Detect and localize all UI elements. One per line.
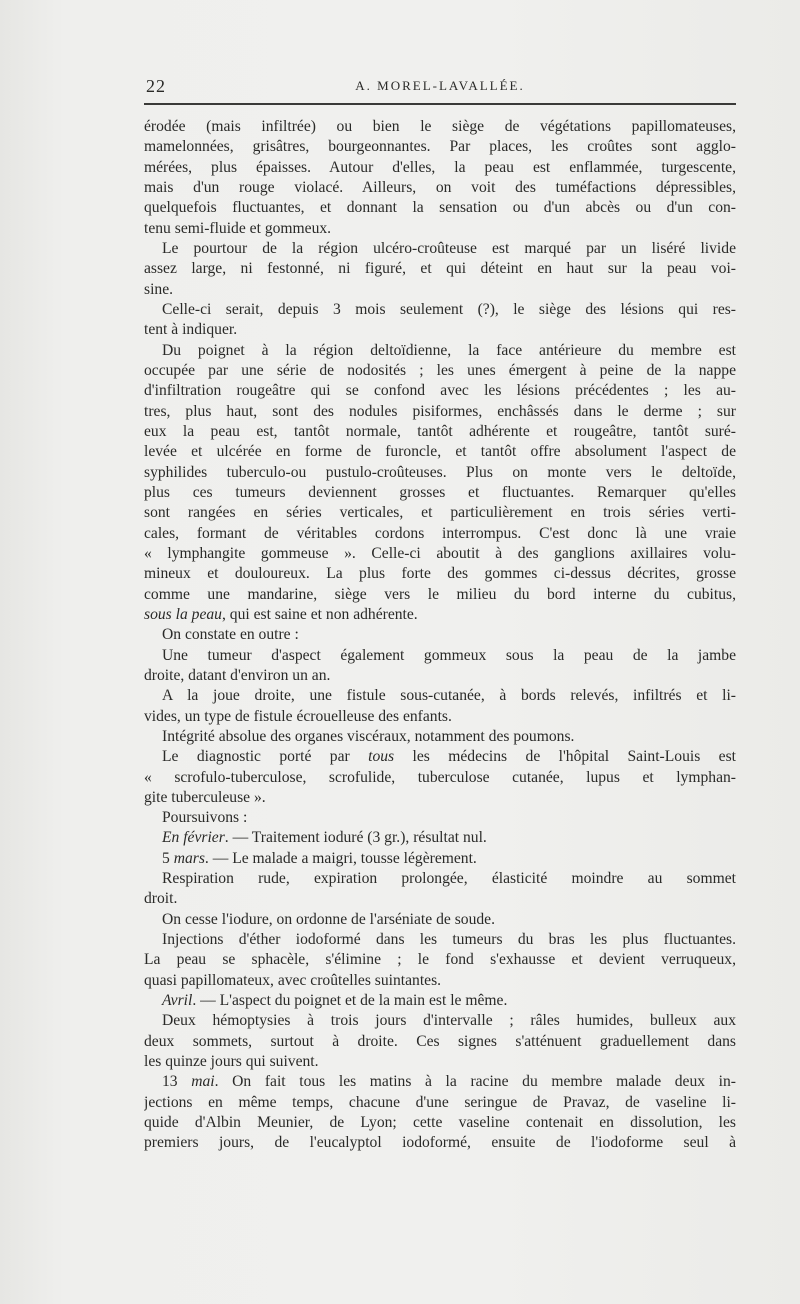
text-line: sont rangées en séries verticales, et particulièrement en trois séries verti- (144, 504, 736, 522)
header-rule (144, 103, 736, 105)
text-line: Avril. — L'aspect du poignet et de la main est le même. (162, 992, 508, 1010)
text-line: quelquefois fluctuantes, et donnant la sensation ou d'un abcès ou d'un con- (144, 199, 736, 217)
text-line: syphilides tuberculo-ou pustulo-croûteuses. Plus on monte vers le deltoïde, (144, 463, 736, 481)
text-line: cales, formant de véritables cordons interrompus. C'est donc là une vraie (144, 524, 736, 542)
text-line: Celle-ci serait, depuis 3 mois seulement (?), le siège des lésions qui res- (162, 300, 736, 318)
text-line: comme une mandarine, siège vers le milieu du bord interne du cubitus, (144, 585, 736, 603)
text-line: occupée par une série de nodosités ; les unes émergent à peine de la nappe (144, 361, 736, 379)
text-line: assez large, ni festonné, ni figuré, et qui déteint en haut sur la peau voi- (144, 260, 736, 278)
text-line: Le diagnostic porté par tous les médecins de l'hôpital Saint-Louis est (162, 748, 736, 766)
text-line: sine. (144, 280, 174, 298)
page-header (144, 72, 736, 100)
text-line: premiers jours, de l'eucalyptol iodoformé, ensuite de l'iodoforme seul à (144, 1134, 736, 1152)
text-line: En février. — Traitement ioduré (3 gr.), résultat nul. (162, 829, 487, 847)
text-line: eux la peau est, tantôt normale, tantôt adhérente et rougeâtre, tantôt suré- (144, 422, 736, 440)
text-line: jections en même temps, chacune d'une seringue de Pravaz, de vaseline li- (144, 1093, 736, 1111)
text-line: droite, datant d'environ un an. (144, 666, 331, 684)
text-line: tenu semi-fluide et gommeux. (144, 219, 332, 237)
page-number: 22 (146, 76, 166, 96)
text-line: les quinze jours qui suivent. (144, 1053, 319, 1071)
text-line: droit. (144, 890, 178, 908)
body-text (144, 117, 736, 1154)
text-line: Intégrité absolue des organes viscéraux, notamment des poumons. (162, 727, 575, 745)
text-line: quide d'Albin Meunier, de Lyon; cette vaseline contenait en dissolution, les (144, 1114, 736, 1132)
text-line: deux sommets, surtout à droite. Ces signes s'atténuent graduellement dans (144, 1032, 736, 1050)
text-line: Une tumeur d'aspect également gommeux sous la peau de la jambe (162, 646, 736, 664)
text-line: sous la peau, qui est saine et non adhérente. (144, 605, 418, 623)
text-line: Le pourtour de la région ulcéro-croûteuse est marqué par un liséré livide (162, 239, 736, 257)
text-line: mineux et douloureux. La plus forte des gommes ci-dessus décrites, grosse (144, 565, 736, 583)
text-line: levée et ulcérée en forme de furoncle, et tantôt offre absolument l'aspect de (144, 443, 736, 461)
text-line: tent à indiquer. (144, 321, 238, 339)
text-line: tres, plus haut, sont des nodules pisiformes, enchâssés dans le derme ; sur (144, 402, 736, 420)
text-line: quasi papillomateux, avec croûtelles suintantes. (144, 971, 442, 989)
text-line: Deux hémoptysies à trois jours d'intervalle ; râles humides, bulleux aux (162, 1012, 736, 1030)
text-line: Du poignet à la région deltoïdienne, la face antérieure du membre est (162, 341, 736, 359)
text-line: mérées, plus épaisses. Autour d'elles, la peau est enflammée, turgescente, (144, 158, 736, 176)
text-line: On constate en outre : (162, 626, 299, 644)
text-line: 5 mars. — Le malade a maigri, tousse légèrement. (162, 849, 477, 867)
text-line: Respiration rude, expiration prolongée, élasticité moindre au sommet (162, 870, 736, 888)
text-line: « lymphangite gommeuse ». Celle-ci aboutit à des ganglions axillaires volu- (144, 544, 736, 562)
text-line: La peau se sphacèle, s'élimine ; le fond s'exhausse et devient verruqueux, (144, 951, 736, 969)
text-line: A la joue droite, une fistule sous-cutanée, à bords relevés, infiltrés et li- (162, 687, 736, 705)
running-head: A. MOREL-LAVALLÉE. (355, 78, 525, 93)
text-line: érodée (mais infiltrée) ou bien le siège de végétations papillomateuses, (144, 118, 736, 135)
text-line: On cesse l'iodure, on ordonne de l'arséniate de soude. (162, 910, 495, 928)
text-line: mamelonnées, grisâtres, bourgeonnantes. Par places, les croûtes sont agglo- (144, 138, 736, 156)
text-line: « scrofulo-tuberculose, scrofulide, tuberculose cutanée, lupus et lymphan- (144, 768, 736, 786)
text-line: vides, un type de fistule écrouelleuse des enfants. (144, 707, 452, 725)
text-line: mais d'un rouge violacé. Ailleurs, on voit des tuméfactions dépressibles, (144, 178, 736, 196)
text-line: d'infiltration rougeâtre qui se confond avec les lésions précédentes ; les au- (144, 382, 736, 400)
text-line: 13 mai. On fait tous les matins à la racine du membre malade deux in- (162, 1073, 736, 1091)
text-line: gite tuberculeuse ». (144, 788, 266, 806)
text-line: plus ces tumeurs deviennent grosses et fluctuantes. Remarquer qu'elles (144, 483, 736, 501)
text-line: Poursuivons : (162, 809, 248, 827)
text-line: Injections d'éther iodoformé dans les tumeurs du bras les plus fluctuantes. (162, 931, 736, 949)
